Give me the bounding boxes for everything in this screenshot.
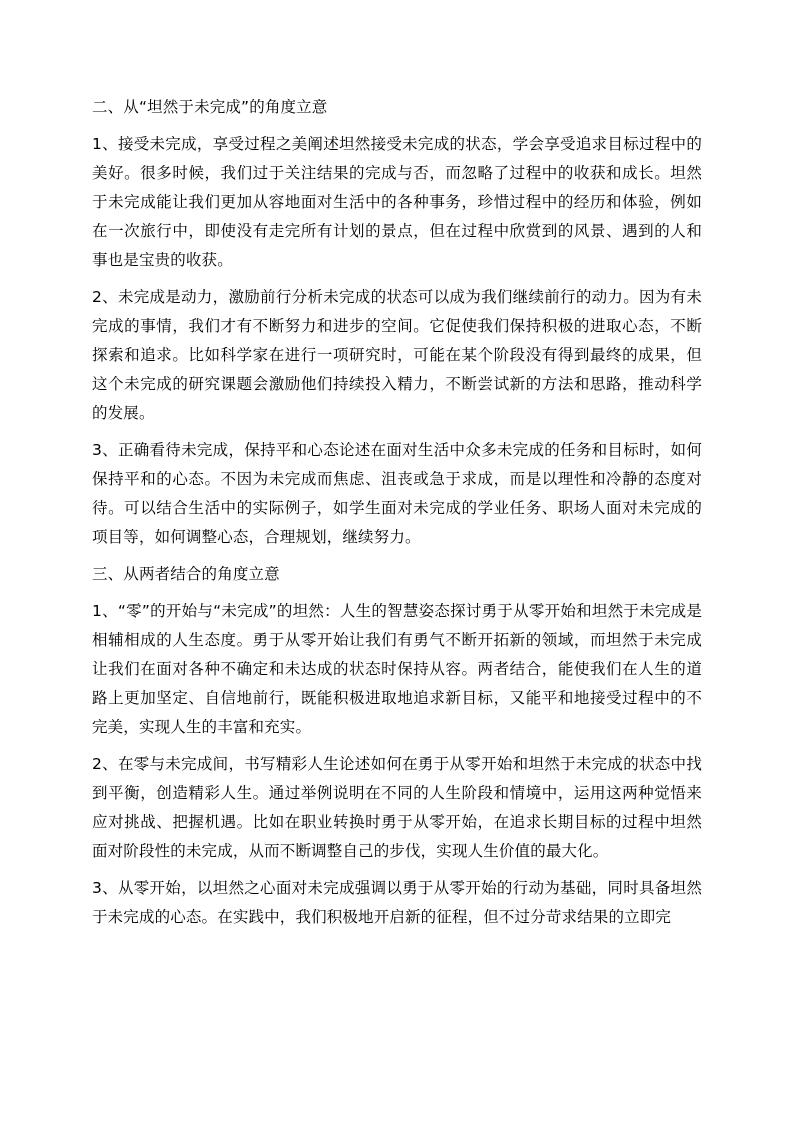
paragraph-3-3: 3、从零开始，以坦然之心面对未完成强调以勇于从零开始的行动为基础，同时具备坦然于未完成的心态。在实践中，我们积极地开启新的征程，但不过分苛求结果的立即完 (92, 879, 702, 926)
section-heading-3: 三、从两者结合的角度立意 (92, 565, 280, 583)
paragraph-2-1: 1、接受未完成，享受过程之美阐述坦然接受未完成的状态，学会享受追求目标过程中的美好。很多时候，我们过于关注结果的完成与否，而忽略了过程中的收获和成长。坦然于未完成能让我们更加从容地面对生活中的各种事务，珍惜过程中的经历和体验，例如在一次旅行中，即使没有走完所有计划的景点，但在过程中欣赏到的风景、遇到的人和事也是宝贵的收获。 (92, 135, 702, 269)
paragraph-2-2: 2、未完成是动力，激励前行分析未完成的状态可以成为我们继续前行的动力。因为有未完成的事情，我们才有不断努力和进步的空间。它促使我们保持积极的进取心态，不断探索和追求。比如科学家在进行一项研究时，可能在某个阶段没有得到最终的成果，但这个未完成的研究课题会激励他们持续投入精力，不断尝试新的方法和思路，推动科学的发展。 (92, 288, 702, 422)
paragraph-2-3: 3、正确看待未完成，保持平和心态论述在面对生活中众多未完成的任务和目标时，如何保持平和的心态。不因为未完成而焦虑、沮丧或急于求成，而是以理性和冷静的态度对待。可以结合生活中的实际例子，如学生面对未完成的学业任务、职场人面对未完成的项目等，如何调整心态，合理规划，继续努力。 (92, 441, 702, 546)
document-body (92, 93, 702, 932)
paragraph-3-1: 1、“零”的开始与“未完成”的坦然：人生的智慧姿态探讨勇于从零开始和坦然于未完成是相辅相成的人生态度。勇于从零开始让我们有勇气不断开拓新的领域，而坦然于未完成让我们在面对各种不确定和未达成的状态时保持从容。两者结合，能使我们在人生的道路上更加坚定、自信地前行，既能积极进取地追求新目标，又能平和地接受过程中的不完美，实现人生的丰富和充实。 (92, 602, 702, 736)
paragraph-3-2: 2、在零与未完成间，书写精彩人生论述如何在勇于从零开始和坦然于未完成的状态中找到平衡，创造精彩人生。通过举例说明在不同的人生阶段和情境中，运用这两种觉悟来应对挑战、把握机遇。比如在职业转换时勇于从零开始，在追求长期目标的过程中坦然面对阶段性的未完成，从而不断调整自己的步伐，实现人生价值的最大化。 (92, 755, 702, 860)
section-heading-2: 二、从“坦然于未完成”的角度立意 (92, 98, 328, 116)
